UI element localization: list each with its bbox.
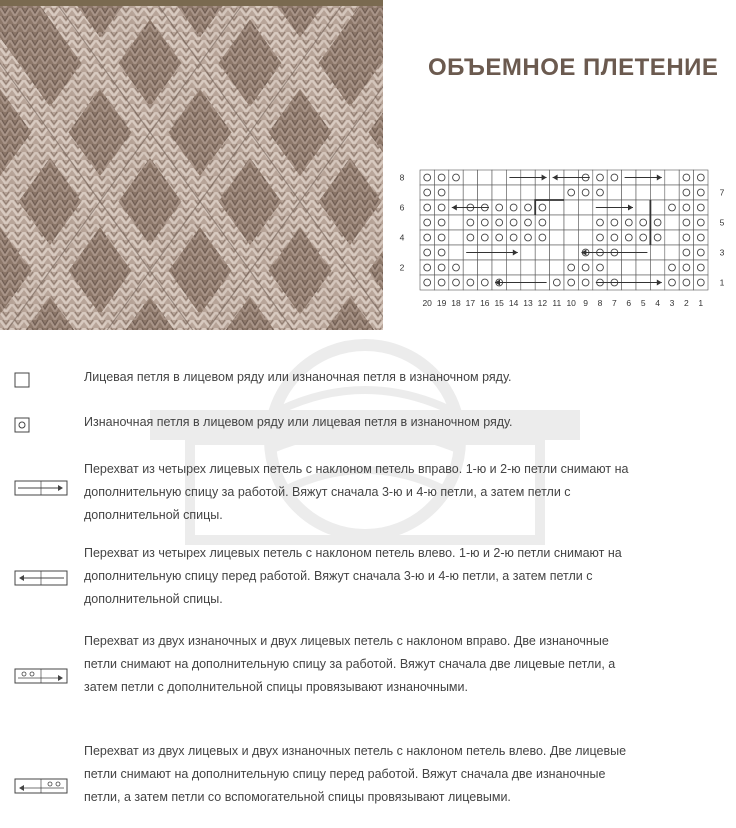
chart-cell	[564, 200, 578, 215]
chart-cell	[694, 200, 708, 215]
chart-cell	[434, 245, 448, 260]
page-title: ОБЪЕМНОЕ ПЛЕТЕНИЕ	[428, 54, 719, 81]
chart-cell	[679, 170, 693, 185]
chart-cell	[564, 230, 578, 245]
chart-cell	[607, 260, 621, 275]
column-number: 20	[422, 298, 432, 308]
purl-cable-right-icon	[14, 668, 68, 684]
row-number-left: 8	[399, 172, 405, 183]
chart-cell	[679, 215, 693, 230]
column-number: 16	[480, 298, 490, 308]
cable-right-icon	[14, 480, 68, 496]
chart-cell	[478, 170, 492, 185]
column-number: 18	[451, 298, 461, 308]
chart-cell	[434, 230, 448, 245]
chart-cell	[521, 230, 535, 245]
knit-texture-image	[0, 0, 383, 330]
chart-cell	[521, 200, 535, 215]
chart-cell	[492, 200, 506, 215]
chart-cell	[665, 245, 679, 260]
chart-cell	[694, 245, 708, 260]
chart-cell	[564, 185, 578, 200]
chart-cell	[622, 230, 636, 245]
chart-cell	[550, 275, 564, 290]
chart-cell	[521, 260, 535, 275]
chart-cell	[607, 230, 621, 245]
chart-cell	[420, 185, 434, 200]
chart-cell	[650, 200, 664, 215]
chart-cell	[636, 185, 650, 200]
chart-cell	[449, 260, 463, 275]
chart-cell	[449, 275, 463, 290]
legend-text-purl-cable-right: Перехват из двух изнаночных и двух лицевых петель с наклоном вправо. Две изнаночные петли снимают на дополнительную спицу за работой. Вяжут сначала две лицевые петли, а затем петли с дополнительной спицы провязывают изнаночными.	[84, 634, 616, 694]
chart-cell	[463, 215, 477, 230]
row-number-left: 6	[399, 202, 405, 213]
chart-cell	[420, 275, 434, 290]
chart-cell	[478, 215, 492, 230]
chart-cell	[449, 245, 463, 260]
chart-cell	[521, 185, 535, 200]
chart-cell	[463, 260, 477, 275]
chart-cell	[550, 200, 564, 215]
knitting-sample-photo	[0, 0, 383, 330]
cable-left-icon	[14, 570, 68, 586]
chart-cell	[564, 215, 578, 230]
chart-cell	[463, 170, 477, 185]
chart-cell	[434, 170, 448, 185]
chart-cell	[679, 230, 693, 245]
chart-cell	[578, 215, 592, 230]
chart-cell	[478, 230, 492, 245]
chart-cell	[694, 215, 708, 230]
column-number: 5	[640, 298, 646, 308]
chart-cell	[564, 275, 578, 290]
chart-cell	[694, 230, 708, 245]
chart-cell	[535, 230, 549, 245]
chart-cell	[420, 245, 434, 260]
column-number: 6	[626, 298, 632, 308]
chart-cell	[463, 185, 477, 200]
chart-cell	[694, 185, 708, 200]
column-number: 12	[537, 298, 548, 308]
chart-cell	[593, 215, 607, 230]
chart-cell	[622, 260, 636, 275]
chart-cell	[578, 230, 592, 245]
chart-cell	[535, 200, 549, 215]
chart-cell	[622, 215, 636, 230]
column-number: 4	[655, 298, 660, 308]
chart-cell	[492, 260, 506, 275]
chart-cell	[665, 260, 679, 275]
chart-cell	[679, 275, 693, 290]
chart-cell	[665, 275, 679, 290]
chart-cell	[622, 185, 636, 200]
purl-cable-left-icon	[14, 778, 68, 794]
chart-cell	[535, 185, 549, 200]
chart-cell	[449, 215, 463, 230]
chart-cell	[650, 245, 664, 260]
chart-cell	[593, 185, 607, 200]
chart-cell	[492, 215, 506, 230]
chart-cell	[636, 215, 650, 230]
column-number: 10	[566, 298, 576, 308]
column-number: 11	[552, 298, 562, 308]
chart-cell	[665, 170, 679, 185]
chart-cell	[535, 215, 549, 230]
column-number: 8	[597, 298, 603, 308]
chart-cell	[478, 260, 492, 275]
column-number: 17	[465, 298, 476, 308]
row-number-right: 3	[719, 247, 725, 258]
chart-cell	[492, 185, 506, 200]
chart-cell	[506, 230, 520, 245]
column-number: 14	[508, 298, 519, 308]
chart-cell	[607, 215, 621, 230]
legend-text-knit: Лицевая петля в лицевом ряду или изнаночная петля в изнаночном ряду.	[84, 370, 512, 384]
chart-cell	[434, 275, 448, 290]
legend-text-cable-right: Перехват из четырех лицевых петель с наклоном петель вправо. 1-ю и 2-ю петли снимают на дополнительную спицу за работой. Вяжут сначала 3-ю и 4-ю петли, а затем петли с дополнительной спицы.	[84, 462, 629, 522]
chart-cell	[521, 245, 535, 260]
chart-cell	[665, 230, 679, 245]
chart-cell	[578, 260, 592, 275]
chart-cell	[449, 170, 463, 185]
legend-text-cable-left: Перехват из четырех лицевых петель с наклоном петель влево. 1-ю и 2-ю петли снимают на дополнительную спицу перед работой. Вяжут сначала 3-ю и 4-ю петли, а затем петли с дополнительной спицы.	[84, 546, 622, 606]
chart-cell	[550, 215, 564, 230]
chart-cell	[449, 230, 463, 245]
column-number: 13	[523, 298, 533, 308]
chart-cell	[636, 200, 650, 215]
chart-cell	[564, 245, 578, 260]
chart-cell	[506, 185, 520, 200]
chart-cell	[607, 185, 621, 200]
chart-cell	[434, 200, 448, 215]
chart-cell	[650, 215, 664, 230]
chart-cell	[679, 260, 693, 275]
chart-cell	[535, 260, 549, 275]
chart-cell	[550, 230, 564, 245]
chart-cell	[506, 215, 520, 230]
chart-cell	[550, 260, 564, 275]
purl-dot-icon	[14, 417, 30, 433]
chart-cell	[593, 170, 607, 185]
chart-cell	[593, 230, 607, 245]
chart-cell	[478, 275, 492, 290]
chart-cell	[636, 260, 650, 275]
chart-cell	[578, 275, 592, 290]
chart-cell	[694, 170, 708, 185]
column-number: 15	[494, 298, 504, 308]
chart-cell	[650, 230, 664, 245]
chart-cell	[665, 215, 679, 230]
chart-cell	[636, 230, 650, 245]
chart-cell	[694, 275, 708, 290]
chart-cell	[650, 260, 664, 275]
chart-cell	[694, 260, 708, 275]
chart-cell	[478, 185, 492, 200]
chart-cell	[550, 185, 564, 200]
chart-cell	[492, 170, 506, 185]
column-number: 7	[612, 298, 617, 308]
chart-cell	[521, 215, 535, 230]
chart-cell	[550, 245, 564, 260]
chart-cell	[434, 260, 448, 275]
chart-cell	[665, 200, 679, 215]
chart-cell	[420, 200, 434, 215]
chart-cell	[463, 275, 477, 290]
chart-cell	[420, 260, 434, 275]
chart-cell	[679, 245, 693, 260]
chart-cell	[434, 185, 448, 200]
chart-cell	[535, 245, 549, 260]
chart-cell	[506, 260, 520, 275]
chart-cell	[564, 260, 578, 275]
chart-cell	[650, 185, 664, 200]
knit-square-icon	[14, 372, 30, 388]
column-number: 2	[684, 298, 689, 308]
chart-cell	[578, 200, 592, 215]
row-number-right: 5	[719, 217, 725, 228]
chart-cell	[578, 185, 592, 200]
column-number: 3	[669, 298, 675, 308]
legend-text-purl: Изнаночная петля в лицевом ряду или лицевая петля в изнаночном ряду.	[84, 415, 513, 429]
column-number: 9	[583, 298, 588, 308]
chart-cell	[607, 170, 621, 185]
row-number-right: 1	[719, 277, 725, 288]
chart-cell	[665, 185, 679, 200]
chart-cell	[434, 215, 448, 230]
chart-cell	[593, 260, 607, 275]
row-number-right: 7	[719, 187, 725, 198]
chart-cell	[506, 200, 520, 215]
chart-cell	[679, 200, 693, 215]
chart-cell	[492, 230, 506, 245]
chart-cell	[420, 230, 434, 245]
legend-text-purl-cable-left: Перехват из двух лицевых и двух изнаночных петель с наклоном петель влево. Две лицевые петли снимают на дополнительную спицу перед работой. Вяжут сначала две изнаночные петли, а затем петли со вспомогательной спицы провязывают лицевыми.	[84, 744, 627, 804]
column-number: 19	[436, 298, 447, 308]
knitting-chart	[388, 160, 728, 320]
chart-cell	[463, 230, 477, 245]
chart-cell	[420, 215, 434, 230]
chart-cell	[449, 185, 463, 200]
column-number: 1	[698, 298, 704, 308]
row-number-left: 2	[399, 262, 405, 273]
chart-cell	[679, 185, 693, 200]
chart-cell	[420, 170, 434, 185]
row-number-left: 4	[399, 232, 405, 243]
